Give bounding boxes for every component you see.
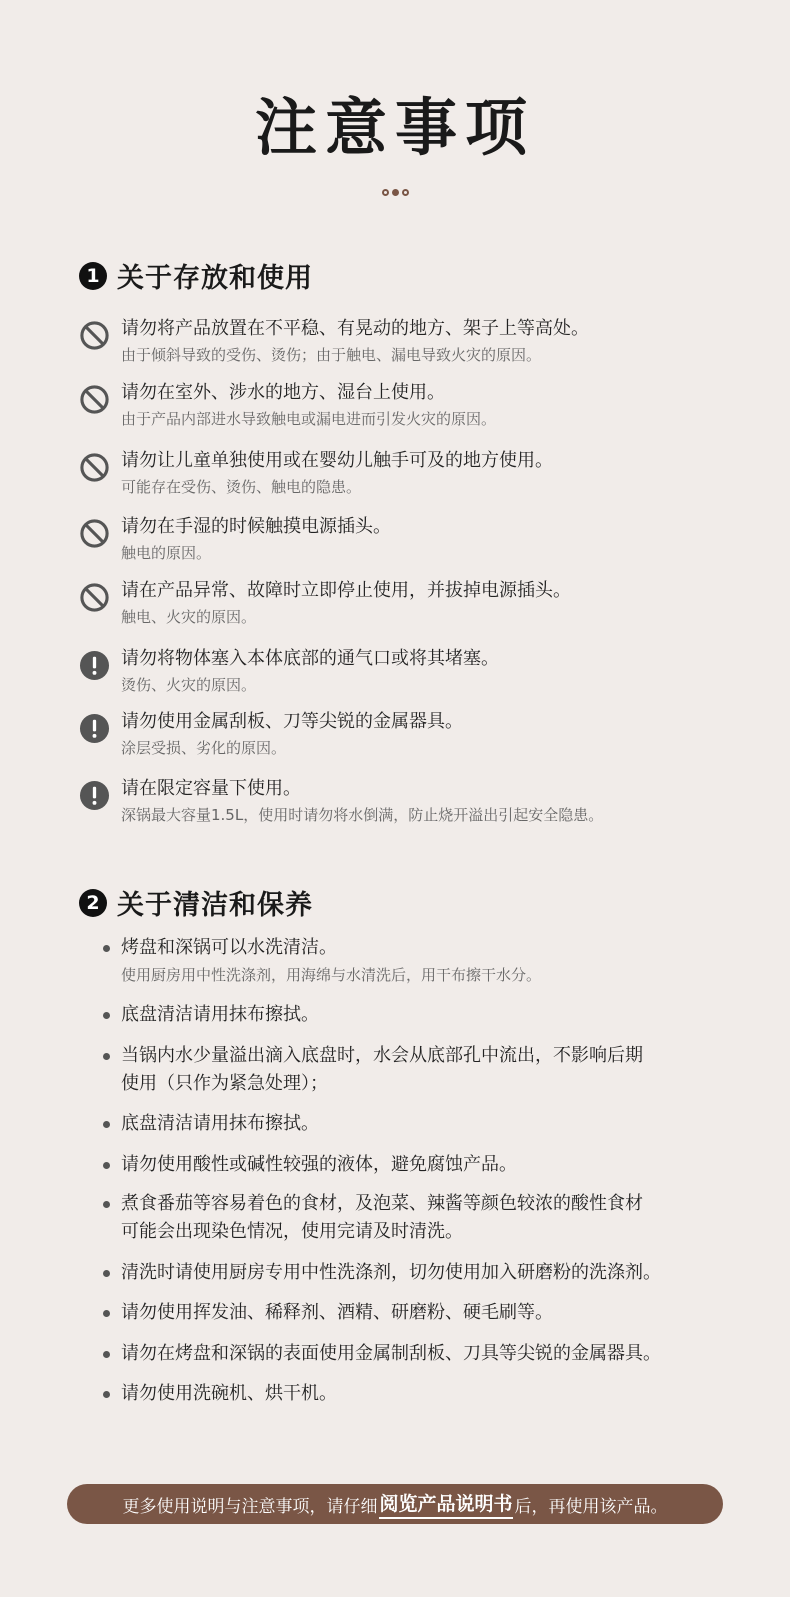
title-divider-dots [0, 189, 790, 196]
caution-text: 请勿使用金属刮板、刀等尖锐的金属器具。 [121, 711, 463, 732]
prohibit-icon [79, 582, 110, 613]
bullet-dot-icon [103, 1121, 110, 1128]
bullet-dot-icon [103, 1053, 110, 1060]
care-text [121, 1340, 731, 1368]
section-title: 关于清洁和保养 [117, 890, 313, 921]
caution-reason: 由于产品内部进水导致触电或漏电进而引发火灾的原因。 [121, 410, 497, 428]
bullet-dot-icon [103, 1162, 110, 1169]
care-text-line: 当锅内水少量溢出滴入底盘时，水会从底部孔中流出，不影响后期 [121, 1045, 643, 1066]
page-title: 注意事项 [254, 91, 535, 164]
care-text [121, 934, 731, 962]
section-title: 关于存放和使用 [117, 263, 313, 294]
care-text [121, 1190, 731, 1246]
care-text-line: 清洗时请使用厨房专用中性洗涤剂，切勿使用加入研磨粉的洗涤剂。 [121, 1262, 661, 1283]
prohibit-icon [79, 320, 110, 351]
caution-reason: 烫伤、火灾的原因。 [121, 676, 257, 694]
section-1-header [79, 256, 313, 295]
bullet-dot-icon [103, 1270, 110, 1277]
care-text-line: 请勿在烤盘和深锅的表面使用金属制刮板、刀具等尖锐的金属器具。 [121, 1343, 661, 1364]
caution-text: 请勿在室外、涉水的地方、湿台上使用。 [121, 382, 445, 403]
caution-text: 请勿将产品放置在不平稳、有晃动的地方、架子上等高处。 [121, 318, 589, 339]
caution-reason: 由于倾斜导致的受伤、烫伤；由于触电、漏电导致火灾的原因。 [121, 346, 542, 364]
bullet-dot-icon [103, 1351, 110, 1358]
divider-dot [402, 189, 409, 196]
warning-icon [79, 780, 110, 811]
caution-item [79, 578, 719, 630]
care-text-line: 请勿使用酸性或碱性较强的液体，避免腐蚀产品。 [121, 1154, 517, 1175]
prohibit-icon [79, 452, 110, 483]
caution-text: 请勿让儿童单独使用或在婴幼儿触手可及的地方使用。 [121, 450, 553, 471]
caution-reason: 深锅最大容量1.5L，使用时请勿将水倒满，防止烧开溢出引起安全隐患。 [121, 806, 604, 824]
care-text [121, 1001, 731, 1029]
care-text [121, 1259, 731, 1287]
care-text [121, 1299, 731, 1327]
care-text-line: 请勿使用挥发油、稀释剂、酒精、研磨粉、硬毛刷等。 [121, 1302, 553, 1323]
caution-item [79, 709, 719, 761]
care-text-line: 请勿使用洗碗机、烘干机。 [121, 1383, 337, 1404]
caution-text: 请勿在手湿的时候触摸电源插头。 [121, 516, 391, 537]
bullet-dot-icon [103, 1310, 110, 1317]
care-text [121, 1110, 731, 1138]
caution-item [79, 776, 719, 828]
care-text [121, 1042, 731, 1098]
bullet-dot-icon [103, 1201, 110, 1208]
warning-icon [79, 713, 110, 744]
care-text [121, 1151, 731, 1179]
section-2-header [79, 883, 313, 922]
prohibit-icon [79, 384, 110, 415]
manual-link[interactable]: 阅览产品说明书 [379, 1489, 512, 1519]
bullet-dot-icon [103, 1391, 110, 1398]
care-text-line: 使用（只作为紧急处理）； [121, 1073, 328, 1094]
footer-text-after: 后，再使用该产品。 [514, 1496, 668, 1517]
section-number-badge: 1 [79, 262, 107, 290]
divider-dot [392, 189, 399, 196]
caution-reason: 触电的原因。 [121, 544, 212, 562]
footer-banner [67, 1484, 723, 1524]
care-text-line: 底盘清洁请用抹布擦拭。 [121, 1113, 319, 1134]
bullet-dot-icon [103, 1012, 110, 1019]
care-note: 使用厨房用中性洗涤剂，用海绵与水清洗后，用干布擦干水分。 [121, 966, 542, 984]
care-text-line: 烤盘和深锅可以水洗清洁。 [121, 937, 337, 958]
caution-item [79, 514, 719, 566]
caution-reason: 涂层受损、劣化的原因。 [121, 739, 287, 757]
caution-item [79, 380, 719, 432]
caution-text: 请在限定容量下使用。 [121, 778, 301, 799]
bullet-dot-icon [103, 945, 110, 952]
caution-text: 请勿将物体塞入本体底部的通气口或将其堵塞。 [121, 648, 499, 669]
prohibit-icon [79, 518, 110, 549]
caution-text: 请在产品异常、故障时立即停止使用，并拔掉电源插头。 [121, 580, 571, 601]
caution-item [79, 448, 719, 500]
footer-text-before: 更多使用说明与注意事项，请仔细 [122, 1496, 378, 1517]
care-text [121, 1380, 731, 1408]
caution-item [79, 316, 719, 368]
caution-reason: 可能存在受伤、烫伤、触电的隐患。 [121, 478, 362, 496]
caution-reason: 触电、火灾的原因。 [121, 608, 257, 626]
warning-icon [79, 650, 110, 681]
divider-dot [382, 189, 389, 196]
section-number-badge: 2 [79, 889, 107, 917]
caution-item [79, 646, 719, 698]
care-text-line: 可能会出现染色情况，使用完请及时清洗。 [121, 1221, 463, 1242]
care-text-line: 底盘清洁请用抹布擦拭。 [121, 1004, 319, 1025]
care-text-line: 煮食番茄等容易着色的食材，及泡菜、辣酱等颜色较浓的酸性食材 [121, 1193, 643, 1214]
